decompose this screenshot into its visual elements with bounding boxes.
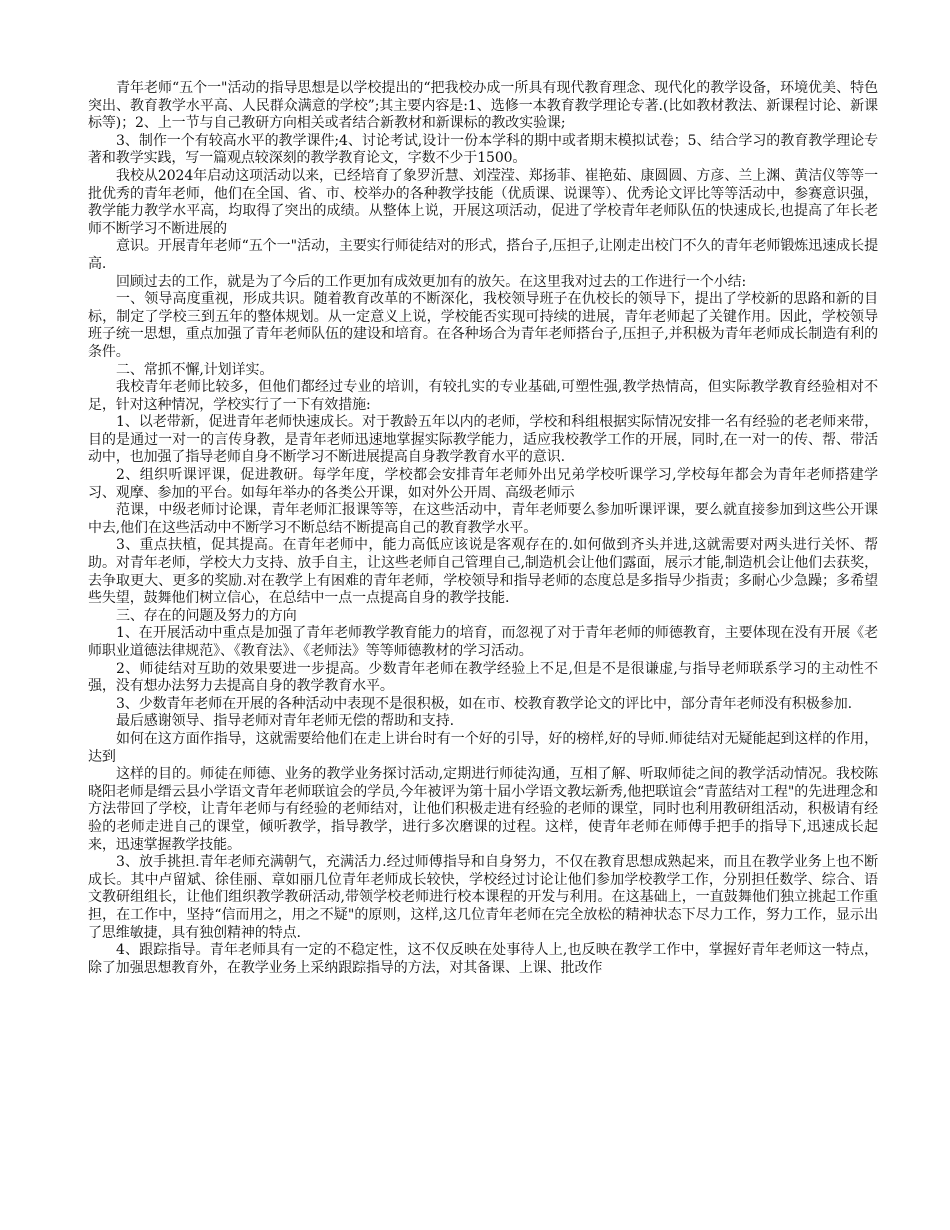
paragraph: 3、少数青年老师在开展的各种活动中表现不是很积极，如在市、校教育教学论文的评比中，部分青年老师没有积极参加. xyxy=(116,695,852,712)
paragraph: 意识。开展青年老师“五个一"活动，主要实行师徒结对的形式，搭台子,压担子,让刚走出校门不久的青年老师锻炼迅速成长提高. xyxy=(88,238,878,272)
paragraph: 1、在开展活动中重点是加强了青年老师教学教育能力的培育，而忽视了对于青年老师的师德教育，主要体现在没有开展《老师职业道德法律规范》、《教育法》、《老师法》等等师德教材的学习活动。 xyxy=(88,625,878,659)
paragraph: 我校青年老师比较多，但他们都经过专业的培训，有较扎实的专业基础,可塑性强,教学热情高，但实际教学教育经验相对不足，针对这种情况，学校实行了一下有效措施: xyxy=(88,379,878,413)
paragraph: 回顾过去的工作，就是为了今后的工作更加有成效更加有的放矢。在这里我对过去的工作进行一个小结: xyxy=(116,273,747,290)
paragraph: 3、放手挑担.青年老师充满朝气，充满活力.经过师傅指导和自身努力，不仅在教育思想成熟起来，而且在教学业务上也不断成长。其中卢留斌、徐佳丽、章如丽几位青年老师成长较快，学校经过讨论让他们参加学校教学工作，分别担任数学、综合、语文教研组组长，让他们组织教学教研活动,带领学校老师进行校本课程的开发与利用。在这基础上，一直鼓舞他们独立挑起工作重担，在工作中，坚持“信而用之，用之不疑"的原则，这样,这几位青年老师在完全放松的精神状态下尽力工作，努力工作，显示出了思维敏捷，具有独创精神的特点. xyxy=(88,854,878,941)
paragraph: 1、以老带新，促进青年老师快速成长。对于教龄五年以内的老师，学校和科组根据实际情况安排一名有经验的老老师来带，目的是通过一对一的言传身教，是青年老师迅速地掌握实际教学能力，适应我校教学工作的开展，同时,在一对一的传、帮、带活动中，也加强了指导老师自身不断学习不断进展提高自身教学教育水平的意识. xyxy=(88,414,878,466)
paragraph: 范课，中级老师讨论课，青年老师汇报课等等，在这些活动中，青年老师要么参加听课评课，要么就直接参加到这些公开课中去,他们在这些活动中不断学习不断总结不断提高自己的教育教学水平。 xyxy=(88,502,878,536)
section-heading: 二、常抓不懈,计划详实。 xyxy=(116,361,274,378)
paragraph: 4、跟踪指导。青年老师具有一定的不稳定性，这不仅反映在处事待人上,也反映在教学工作中，掌握好青年老师这一特点，除了加强思想教育外，在教学业务上采纳跟踪指导的方法，对其备课、上课、批改作 xyxy=(88,942,878,976)
paragraph: 一、领导高度重视，形成共识。随着教育改革的不断深化，我校领导班子在仇校长的领导下，提出了学校新的思路和新的目标，制定了学校三到五年的整体规划。从一定意义上说，学校能否实现可持续的进展，青年老师起了关键作用。因此，学校领导班子统一思想，重点加强了青年老师队伍的建设和培育。在各种场合为青年老师搭台子,压担子,并积极为青年老师成长制造有利的条件。 xyxy=(88,291,878,360)
paragraph: 青年老师“五个一"活动的指导思想是以学校提出的“把我校办成一所具有现代教育理念、现代化的教学设备，环境优美、特色突出、教育教学水平高、人民群众满意的学校”;其主要内容是:1、选修一本教育教学理论专著.(比如教材教法、新课程讨论、新课标等)；2、上一节与自己教研方向相关或者结合新教材和新课标的教改实验课; xyxy=(88,80,878,132)
paragraph: 我校从2024年启动这项活动以来，已经培育了象罗沂慧、刘滢滢、郑扬菲、崔艳茹、康圆圆、方彦、兰上渊、黄洁仪等等一批优秀的青年老师，他们在全国、省、市、校举办的各种教学技能（优质课、说课等）、优秀论文评比等等活动中，参赛意识强，教学能力教学水平高，均取得了突出的成绩。从整体上说，开展这项活动，促进了学校青年老师队伍的快速成长,也提高了年长老师不断学习不断进展的 xyxy=(88,167,878,237)
paragraph: 这样的目的。师徒在师德、业务的教学业务探讨活动,定期进行师徒沟通，互相了解、听取师徒之间的教学活动情况。我校陈晓阳老师是缙云县小学语文青年老师联谊会的学员,今年被评为第十届小学语文教坛新秀,他把联谊会“青蓝结对工程"的先进理念和方法带回了学校，让青年老师与有经验的老师结对，让他们积极走进有经验的老师的课堂，同时也利用教研组活动，积极请有经验的老师走进自己的课堂，倾听教学，指导教学，进行多次磨课的过程。这样，使青年老师在师傅手把手的指导下,迅速成长起来，迅速掌握教学技能。 xyxy=(88,766,878,853)
paragraph: 2、师徒结对互助的效果要进一步提高。少数青年老师在教学经验上不足,但是不是很谦虚,与指导老师联系学习的主动性不强，没有想办法努力去提高自身的教学教育水平。 xyxy=(88,660,878,695)
document-page xyxy=(88,80,878,1220)
paragraph: 2、组织听课评课，促进教研。每学年度，学校都会安排青年老师外出兄弟学校听课学习,学校每年都会为青年老师搭建学习、观摩、参加的平台。如每年举办的各类公开课，如对外公开周、高级老师示 xyxy=(88,467,878,501)
paragraph: 3、制作一个有较高水平的教学课件;4、讨论考试,设计一份本学科的期中或者期末模拟试卷；5、结合学习的教育教学理论专著和教学实践，写一篇观点较深刻的教学教育论文，字数不少于1500。 xyxy=(88,132,878,167)
section-heading: 三、存在的问题及努力的方向 xyxy=(116,607,297,624)
paragraph: 如何在这方面作指导，这就需要给他们在走上讲台时有一个好的引导，好的榜样,好的导师.师徒结对无疑能起到这样的作用，达到 xyxy=(88,730,878,765)
paragraph: 3、重点扶植，促其提高。在青年老师中，能力高低应该说是客观存在的.如何做到齐头并进,这就需要对两头进行关怀、帮助。对青年老师，学校大力支持、放手自主，让这些老师自己管理自己,制造机会让他们露面，展示才能,制造机会让他们去获奖，去争取更大、更多的奖励.对在教学上有困难的青年老师，学校领导和指导老师的态度总是多指导少指责；多耐心少急躁；多希望些失望，鼓舞他们树立信心，在总结中一点一点提高自身的教学技能. xyxy=(88,537,878,607)
paragraph: 最后感谢领导、指导老师对青年老师无偿的帮助和支持. xyxy=(116,713,454,730)
